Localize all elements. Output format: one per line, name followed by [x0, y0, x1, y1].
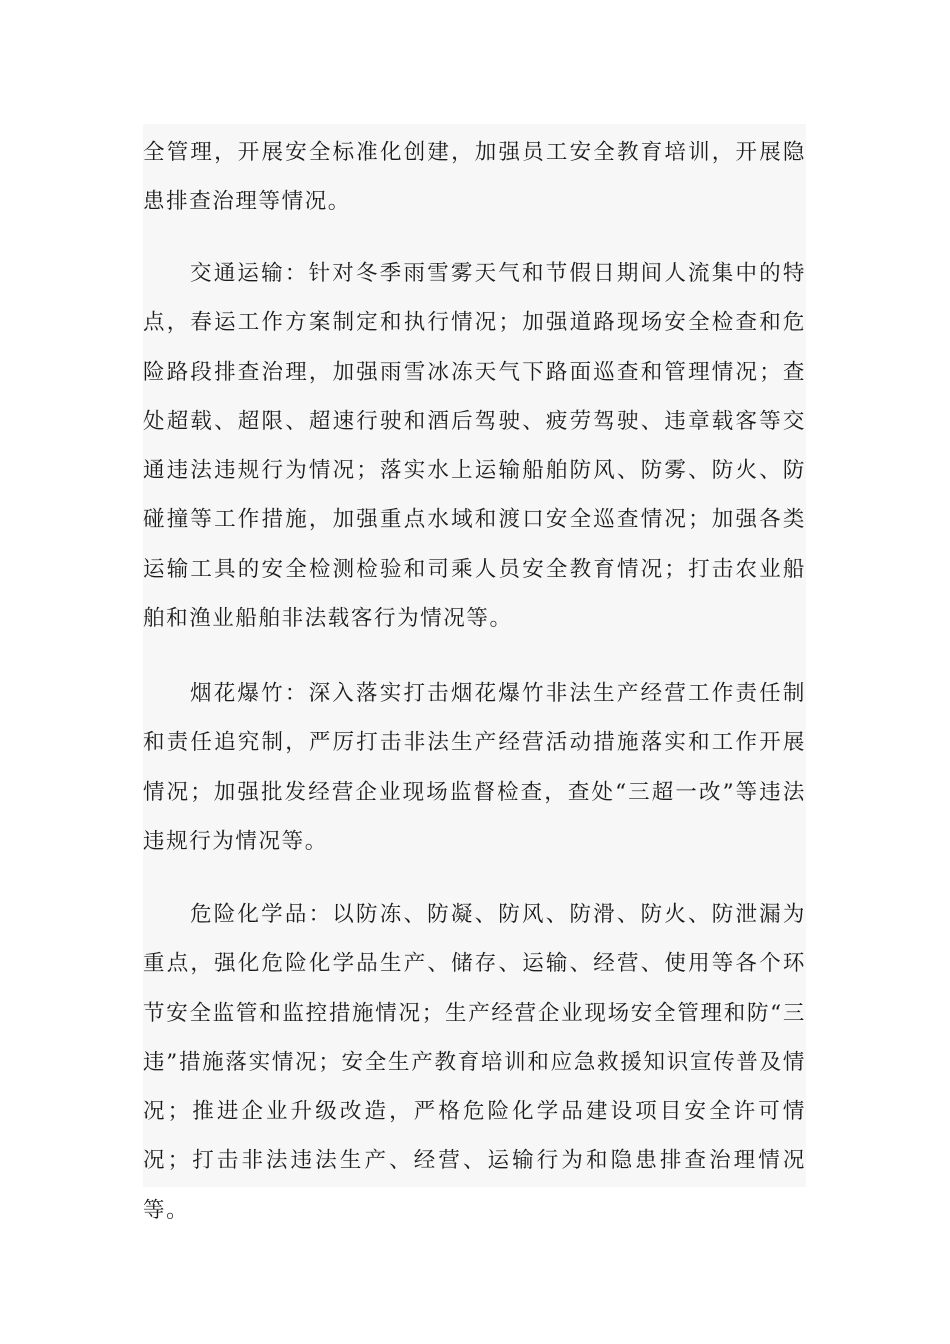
paragraph-transportation: 交通运输：针对冬季雨雪雾天气和节假日期间人流集中的特点，春运工作方案制定和执行情况；加强道路现场安全检查和危险路段排查治理，加强雨雪冰冻天气下路面巡查和管理情况；查处超载、超限、超速行驶和酒后驾驶、疲劳驾驶、违章载客等交通违法违规行为情况；落实水上运输船舶防风、防雾、防火、防碰撞等工作措施，加强重点水域和渡口安全巡查情况；加强各类运输工具的安全检测检验和司乘人员安全教育情况；打击农业船舶和渔业船舶非法载客行为情况等。: [143, 261, 806, 632]
paragraph-safety-management-continued: 全管理，开展安全标准化创建，加强员工安全教育培训，开展隐患排查治理等情况。: [143, 140, 806, 215]
document-text-block: [143, 124, 806, 1223]
paragraph-hazardous-chemicals: 危险化学品：以防冻、防凝、防风、防滑、防火、防泄漏为重点，强化危险化学品生产、储存、运输、经营、使用等各个环节安全监管和监控措施情况；生产经营企业现场安全管理和防“三违”措施落实情况；安全生产教育培训和应急救援知识宣传普及情况；推进企业升级改造，严格危险化学品建设项目安全许可情况；打击非法违法生产、经营、运输行为和隐患排查治理情况等。: [143, 902, 806, 1223]
paragraph-fireworks: 烟花爆竹：深入落实打击烟花爆竹非法生产经营工作责任制和责任追究制，严厉打击非法生产经营活动措施落实和工作开展情况；加强批发经营企业现场监督检查，查处“三超一改”等违法违规行为情况等。: [143, 681, 806, 854]
